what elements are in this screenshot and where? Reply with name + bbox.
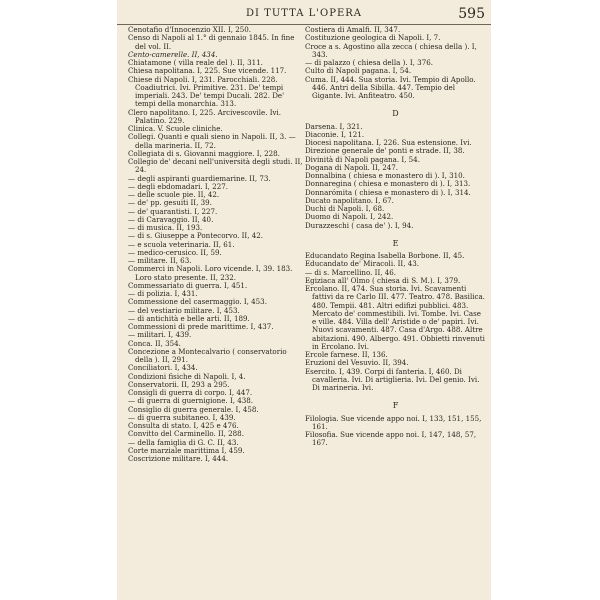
running-title: DI TUTTA L'OPERA: [246, 8, 362, 19]
index-entry: Costituzione geologica di Napoli. I, 7.: [305, 33, 441, 43]
index-entry: Eruzioni del Vesuvio. II, 394.: [305, 358, 409, 368]
section-letter-e: E: [392, 238, 399, 248]
right-column: [305, 26, 486, 448]
index-entry: Corte marziale marittima I, 459.: [128, 445, 245, 455]
index-entry: Chiatamone ( villa reale del ). II, 311.: [128, 58, 263, 67]
index-entry: — di polizia. I, 431.: [128, 289, 198, 298]
index-entry: — di s. Marcellino. II, 46.: [305, 267, 397, 277]
index-entry: Darsena. I, 321.: [305, 121, 363, 131]
index-entry: Duomo di Napoli. I, 242.: [305, 212, 394, 222]
index-entry: Filosofia. Sue vicende appo noi. I, 147, 148, 57, 167.: [305, 430, 477, 448]
index-entry: Costiera di Amalfi. II, 347.: [305, 25, 401, 34]
index-entry: Chiesa napolitana. I, 225. Sue vicende. 117.: [128, 66, 287, 76]
section-letter-d: D: [392, 109, 399, 119]
index-entry: — di musica. II, 193.: [128, 223, 203, 232]
index-entry: Coscrizione militare. I, 444.: [128, 454, 229, 463]
index-entry: Collegio de' decani nell'università degli studi. II, 24.: [128, 157, 303, 175]
index-entry: Croce a s. Agostino alla zecca ( chiesa della ). I, 343.: [305, 41, 477, 59]
index-entry: Conservatorii. II, 293 a 295.: [128, 379, 230, 389]
index-entry: — del vestiario militare. I, 453.: [128, 305, 240, 315]
index-entry: Ercolano. II, 474. Sua storia. Ivi. Scavamenti fattivi da re Carlo III. 477. Teatro. 478. Basilica. 480. Tempii. 481. Altri edifizi pubblici. 483. Mercato de' commestibili. Ivi. Tombe. Ivi. Case e ville. 484. Villa dell' Aristide o de' papiri. Ivi. Nuovi scavamenti. 487. Casa d'Argo. 488. Altre abitazioni. 490. Albergo. 491. Obbietti rinvenuti in Ercolano. Ivi.: [305, 284, 485, 351]
index-entry: — di Caravaggio. II, 40.: [128, 214, 214, 224]
index-entry: Diaconie. I, 121.: [305, 129, 365, 139]
index-entry: Censo di Napoli al 1.° di gennaio 1845. In fine del vol. II.: [128, 33, 295, 51]
index-entry: Duchi di Napoli. I, 68.: [305, 204, 385, 213]
index-entry: Commessioni di prede marittime. I, 437.: [128, 322, 274, 331]
left-column: [128, 26, 304, 463]
index-entry: Divinità di Napoli pagana. I, 54.: [305, 154, 420, 164]
index-entry: — di guerra di guernigione. I, 438.: [128, 396, 254, 406]
index-entry: Clero napolitano. I, 225. Arcivescovile. Ivi. Palatino. 229.: [128, 107, 282, 125]
index-entry: Culto di Napoli pagana. I, 54.: [305, 66, 412, 76]
index-entry: Esercito. I, 439. Corpi di fanteria. I, 460. Di cavalleria. Ivi. Di artiglieria. Ivi. Del genio. Ivi. Di marineria. Ivi.: [305, 366, 480, 392]
index-entry: Diocesi napolitana. I, 226. Sua estensione. Ivi.: [305, 138, 472, 147]
index-entry: Conciliatori. I, 434.: [128, 363, 198, 373]
index-entry: — medico-cerusico. II, 59.: [128, 247, 222, 257]
index-entry: Egiziaca all' Olmo ( chiesa di S. M.). I, 379.: [305, 275, 461, 285]
index-entry: Consulta di stato. I, 425 e 476.: [128, 421, 239, 430]
index-entry: Commerci in Napoli. Loro vicende. I, 39. 183. Loro stato presente. II, 232.: [128, 264, 293, 282]
index-entry: Donnarómita ( chiesa e monastero di ). I, 314.: [305, 187, 471, 197]
index-entry: — delle scuole pie. II, 42.: [128, 190, 220, 199]
index-entry: Ducato napolitano. I, 67.: [305, 195, 394, 205]
index-entry: — della famiglia di G. C. II, 43.: [128, 437, 239, 447]
index-entry: Direzione generale de' ponti e strade. II, 38.: [305, 146, 465, 156]
index-entry: Consigli di guerra di corpo. I, 447.: [128, 388, 253, 397]
index-entry: Concezione a Montecalvario ( conservatorio della ). II, 291.: [128, 346, 287, 364]
index-entry: Dogana di Napoli. II, 247.: [305, 162, 399, 172]
index-entry: — degli ebdomadari. I, 227.: [128, 181, 228, 191]
index-entry: Cento-camerelle. II, 434.: [128, 49, 218, 59]
book-page: [117, 0, 491, 600]
index-entry: Collegiata di s. Giovanni maggiore. I, 228.: [128, 148, 280, 158]
index-entry: Commessione del casermaggio. I, 453.: [128, 297, 267, 307]
running-header: [117, 6, 491, 25]
index-entry: Filologia. Sue vicende appo noi. I, 133, 151, 155, 161.: [305, 413, 482, 431]
index-entry: Educandato Regina Isabella Borbone. II, 45.: [305, 251, 465, 260]
index-entry: — degli aspiranti guardiemarine. II, 73.: [128, 173, 271, 183]
index-entry: — militare. II, 63.: [128, 256, 192, 265]
index-entry: — di s. Giuseppe a Pontecorvo. II, 42.: [128, 231, 263, 241]
index-entry: — di antichità e belle arti. II, 189.: [128, 313, 250, 323]
index-entry: Durazzeschi ( casa de' ). I, 94.: [305, 220, 414, 230]
index-entry: Ercole farnese. II, 136.: [305, 350, 388, 359]
index-entry: Donnalbina ( chiesa e monastero di ). I, 310.: [305, 171, 465, 180]
index-entry: — e scuola veterinaria. II, 61.: [128, 239, 235, 249]
section-letter-f: F: [392, 401, 399, 411]
index-entry: Clinica. V. Scuole cliniche.: [128, 124, 223, 133]
index-entry: Conca. II, 354.: [128, 338, 181, 348]
index-entry: — de' pp. gesuiti II, 39.: [128, 198, 212, 208]
index-entry: Commessariato di guerra. I, 451.: [128, 280, 248, 290]
page-number: 595: [458, 6, 485, 22]
index-entry: Cenotafio d'Innocenzio XII. I, 250.: [128, 25, 252, 34]
index-entry: — di guerra subitaneo. I, 439.: [128, 412, 236, 422]
index-entry: Consiglio di guerra generale. I, 458.: [128, 404, 259, 414]
index-entry: Educandato de' Miracoli. II, 43.: [305, 259, 419, 269]
index-entry: — militari. I, 439.: [128, 330, 192, 340]
index-entry: — de' quarantisti. I, 227.: [128, 206, 218, 216]
index-entry: Cuma. II, 444. Sua storia. Ivi. Tempio di Apollo. 446. Antri della Sibilla. 447. Tempio del Gigante. Ivi. Anfiteatro. 450.: [305, 74, 476, 100]
index-entry: Convitto del Carminello. II, 288.: [128, 429, 244, 439]
index-entry: — di palazzo ( chiesa della ). I, 376.: [305, 58, 433, 67]
index-entry: Condizioni fisiche di Napoli. I, 4.: [128, 371, 246, 381]
index-entry: Collegi. Quanti e quali sieno in Napoli. II, 3. — della marineria. II, 72.: [128, 132, 296, 150]
index-entry: Chiese di Napoli. I, 231. Parocchiali. 228. Coadiutrici. Ivi. Primitive. 231. De' tempi imperiali. 243. De' tempi Ducali. 282. De' tempi della monarchia. 313.: [128, 74, 285, 109]
index-entry: Donnaregina ( chiesa e monastero di ). I, 313.: [305, 179, 471, 189]
